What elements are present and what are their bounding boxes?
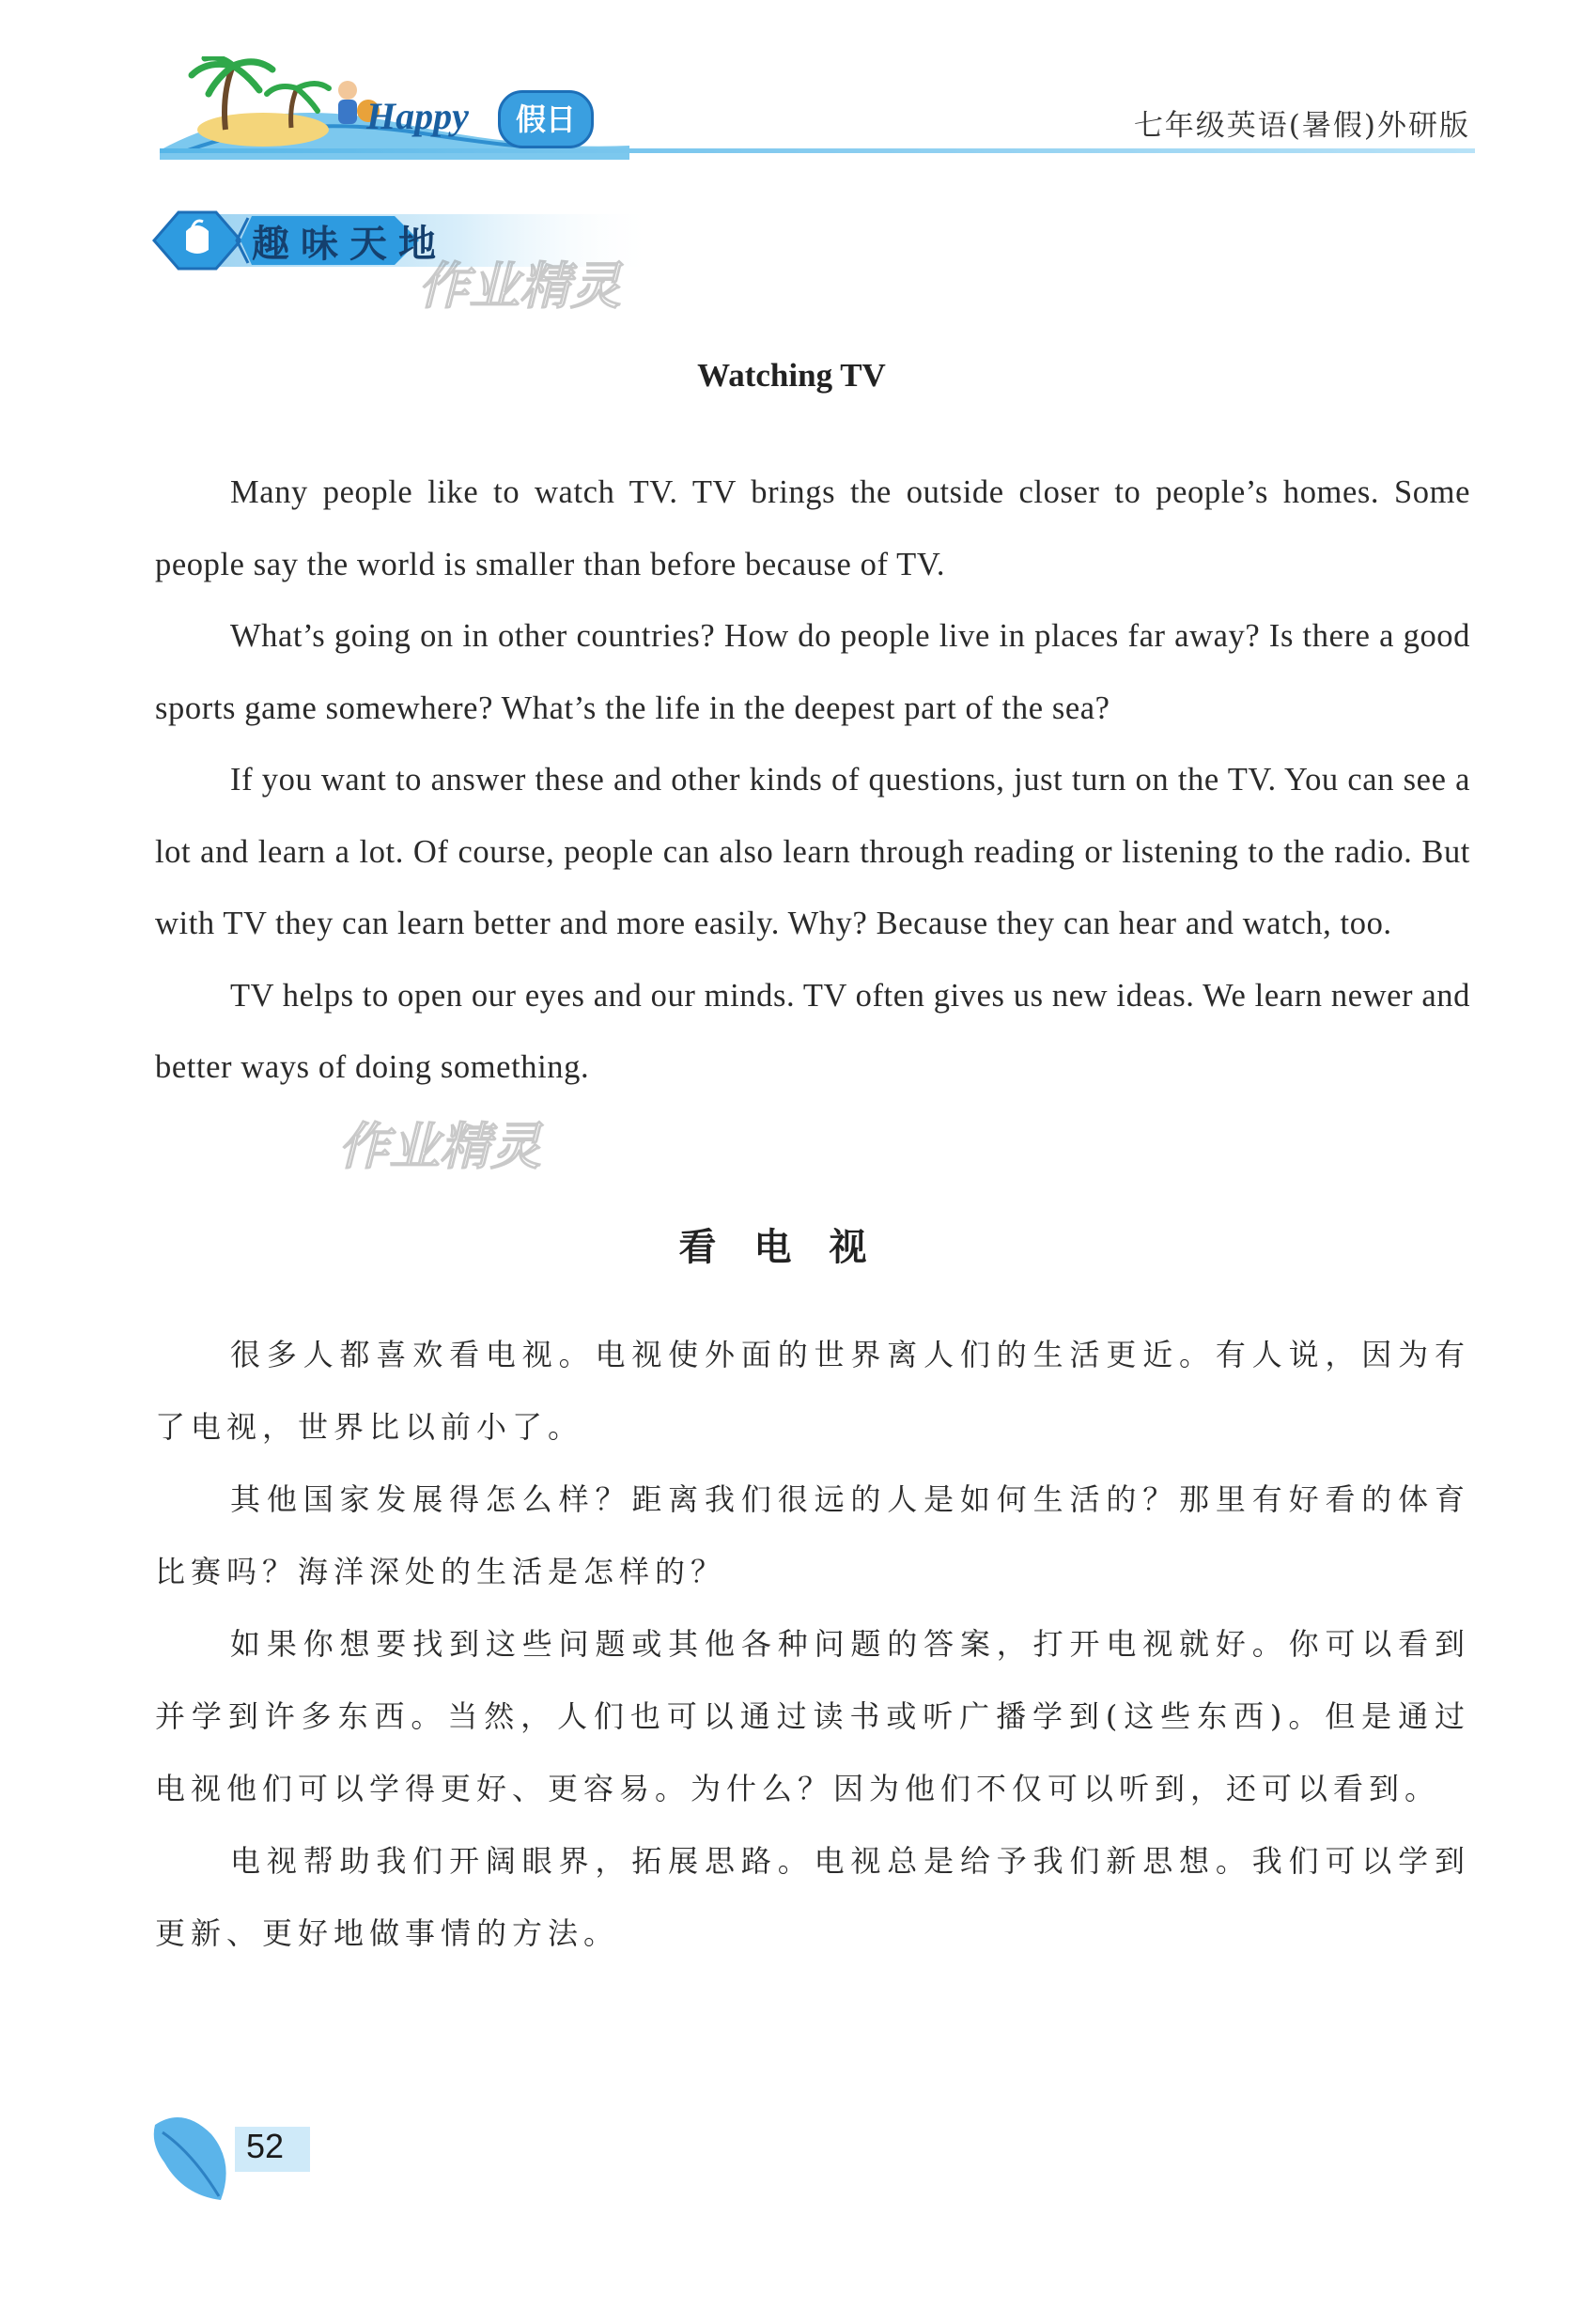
chinese-paragraph: 电视帮助我们开阔眼界，拓展思路。电视总是给予我们新思想。我们可以学到更新、更好地做事情的方法。 — [155, 1843, 1470, 1951]
watermark-top: 作业精灵 — [418, 256, 621, 316]
english-paragraph: Many people like to watch TV. TV brings the outside closer to people’s homes. Some people say the world is smaller than before because of TV. — [155, 474, 1470, 582]
brand-wordmark: Happy — [366, 95, 469, 137]
section-tag-label: 趣味天地 — [252, 223, 447, 266]
book-title: 七年级英语(暑假)外研版 — [1133, 109, 1470, 143]
page-number: 52 — [246, 2127, 285, 2165]
english-paragraph: If you want to answer these and other kinds of questions, just turn on the TV. You can see a lot and learn a lot. Of course, people can also learn through reading or listening to the radio. But with TV they can learn better and more easily. Why? Because they can hear and watch, too. — [155, 762, 1470, 941]
header-divider — [160, 148, 1475, 153]
chinese-paragraph: 如果你想要找到这些问题或其他各种问题的答案，打开电视就好。你可以看到并学到许多东西。当然，人们也可以通过读书或听广播学到(这些东西)。但是通过电视他们可以学得更好、更容易。为什么？因为他们不仅可以听到，还可以看到。 — [155, 1626, 1470, 1806]
page-number-leaf-icon — [146, 2106, 315, 2209]
brand-badge: 假日 — [498, 90, 594, 148]
chinese-article-title: 看电视 — [678, 1226, 905, 1269]
chinese-paragraph: 其他国家发展得怎么样？距离我们很远的人是如何生活的？那里有好看的体育比赛吗？海洋深处的生活是怎样的？ — [155, 1481, 1470, 1589]
chinese-article-body — [155, 1319, 1470, 1970]
english-article-body — [155, 457, 1470, 1104]
english-paragraph: TV helps to open our eyes and our minds. TV often gives us new ideas. We learn newer and better ways of doing something. — [155, 977, 1470, 1085]
chinese-paragraph: 很多人都喜欢看电视。电视使外面的世界离人们的生活更近。有人说，因为有了电视，世界比以前小了。 — [155, 1337, 1470, 1445]
english-article-title: Watching TV — [697, 357, 886, 394]
english-paragraph: What’s going on in other countries? How do people live in places far away? Is there a good sports game somewhere? What’s the life in the deepest part of the sea? — [155, 618, 1470, 726]
watermark-middle: 作业精灵 — [338, 1117, 541, 1176]
